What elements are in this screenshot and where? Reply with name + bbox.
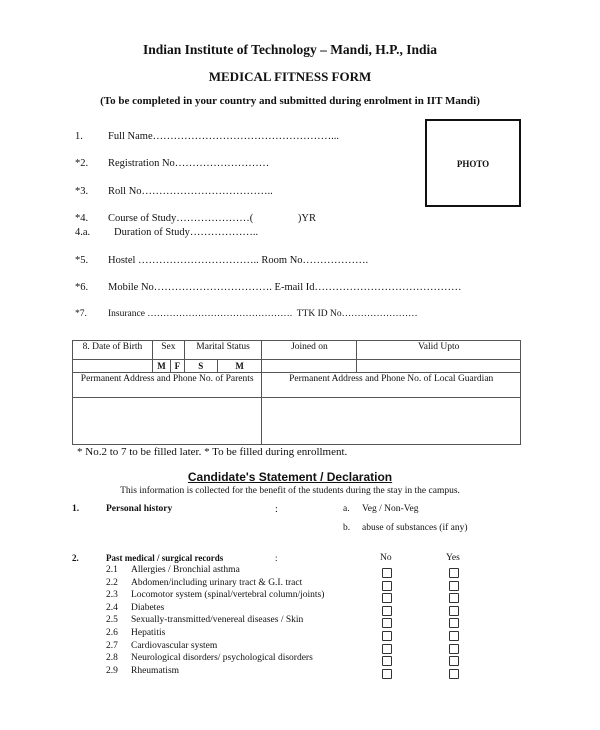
record-number: 2.2 <box>106 577 118 588</box>
record-label: Sexually-transmitted/venereal diseases / Skin <box>131 615 304 626</box>
no-checkbox[interactable] <box>382 606 392 616</box>
field-number: *7. <box>75 309 87 319</box>
record-label: Locomotor system (spinal/vertebral column/joints) <box>131 590 325 601</box>
section1-label: Personal history <box>106 504 173 514</box>
section2-colon: : <box>275 553 278 563</box>
joined-header: Joined on <box>262 341 357 360</box>
no-checkbox[interactable] <box>382 669 392 679</box>
yes-checkbox[interactable] <box>449 656 459 666</box>
field-line[interactable]: Registration No……………………… <box>108 158 270 169</box>
yes-checkbox[interactable] <box>449 593 459 603</box>
record-number: 2.4 <box>106 602 118 613</box>
record-label: Allergies / Bronchial asthma <box>131 565 240 575</box>
no-checkbox[interactable] <box>382 644 392 654</box>
field-line[interactable]: Course of Study…………………( )YR <box>108 213 316 224</box>
no-checkbox[interactable] <box>382 593 392 603</box>
record-label: Cardiovascular system <box>131 640 218 651</box>
field-line[interactable]: Roll No……………………………….. <box>108 186 273 197</box>
field-number: *6. <box>75 282 89 293</box>
yes-checkbox[interactable] <box>449 568 459 578</box>
declaration-info: This information is collected for the benefit of the students during the stay in the campus. <box>120 486 460 496</box>
option-b-letter: b. <box>343 523 351 533</box>
option-a-veg: Veg / Non-Veg <box>362 504 419 514</box>
yes-checkbox[interactable] <box>449 631 459 641</box>
section1-colon: : <box>275 504 278 515</box>
record-label: Neurological disorders/ psychological disorders <box>131 653 313 664</box>
parents-address-cell[interactable] <box>73 398 262 445</box>
no-checkbox[interactable] <box>382 631 392 641</box>
field-line[interactable]: Duration of Study……………….. <box>114 227 259 238</box>
sex-f[interactable]: F <box>170 360 184 373</box>
record-number: 2.7 <box>106 640 118 651</box>
no-checkbox[interactable] <box>382 581 392 591</box>
institute-name: Indian Institute of Technology – Mandi, H.P., India <box>143 42 437 57</box>
guardian-address-header: Permanent Address and Phone No. of Local Guardian <box>262 373 521 398</box>
valid-header: Valid Upto <box>357 341 521 360</box>
field-line[interactable]: Full Name……………………………………………... <box>108 131 339 142</box>
field-number: *5. <box>75 255 89 266</box>
form-title: MEDICAL FITNESS FORM <box>208 69 372 84</box>
yes-checkbox[interactable] <box>449 618 459 628</box>
record-label: Rheumatism <box>131 665 180 676</box>
declaration-heading: Candidate's Statement / Declaration <box>187 470 393 484</box>
section2-label: Past medical / surgical records <box>106 553 224 563</box>
no-checkbox[interactable] <box>382 656 392 666</box>
section1-number: 1. <box>72 504 80 514</box>
form-subtitle: (To be completed in your country and submitted during enrolment in IIT Mandi) <box>100 95 480 107</box>
photo-label: PHOTO <box>456 159 490 169</box>
footnote: * No.2 to 7 to be filled later. * To be filled during enrollment. <box>77 446 348 458</box>
field-number: *3. <box>75 186 89 197</box>
section2-number: 2. <box>72 553 79 563</box>
dob-header: 8. Date of Birth <box>73 341 153 360</box>
marital-header: Marital Status <box>184 341 262 360</box>
yes-checkbox[interactable] <box>449 581 459 591</box>
yes-checkbox[interactable] <box>449 669 459 679</box>
option-a-letter: a. <box>343 504 350 514</box>
field-number: *4. <box>75 213 89 224</box>
field-number: 1. <box>75 131 83 142</box>
no-checkbox[interactable] <box>382 618 392 628</box>
field-line[interactable]: Mobile No……………………………. E-mail Id…………………………………… <box>108 282 462 293</box>
record-number: 2.3 <box>106 590 118 601</box>
record-number: 2.1 <box>106 565 118 575</box>
dob-cell[interactable] <box>73 360 153 373</box>
sex-header: Sex <box>153 341 185 360</box>
yes-checkbox[interactable] <box>449 644 459 654</box>
photo-box[interactable] <box>425 119 521 207</box>
record-number: 2.9 <box>106 665 118 676</box>
marital-s[interactable]: S <box>184 360 217 373</box>
record-label: Diabetes <box>131 602 165 613</box>
record-label: Hepatitis <box>131 628 166 638</box>
valid-cell[interactable] <box>357 360 521 373</box>
field-line[interactable]: Insurance ………………………………………. TTK ID No…………………… <box>108 309 418 319</box>
guardian-address-cell[interactable] <box>262 398 521 445</box>
no-checkbox[interactable] <box>382 568 392 578</box>
field-line[interactable]: Hostel …………………………….. Room No………………. <box>108 255 369 266</box>
marital-m[interactable]: M <box>217 360 262 373</box>
yes-checkbox[interactable] <box>449 606 459 616</box>
record-number: 2.6 <box>106 628 118 638</box>
option-b-substances: abuse of substances (if any) <box>362 523 468 533</box>
sex-m[interactable]: M <box>153 360 171 373</box>
no-column-header: No <box>380 553 392 563</box>
details-table <box>72 340 521 445</box>
record-number: 2.5 <box>106 615 118 626</box>
record-label: Abdomen/including urinary tract & G.I. tract <box>131 577 303 588</box>
parents-address-header: Permanent Address and Phone No. of Parents <box>73 373 262 398</box>
yes-column-header: Yes <box>446 553 460 563</box>
field-number: *2. <box>75 158 89 169</box>
record-number: 2.8 <box>106 653 118 664</box>
field-number: 4.a. <box>75 227 91 238</box>
joined-cell[interactable] <box>262 360 357 373</box>
